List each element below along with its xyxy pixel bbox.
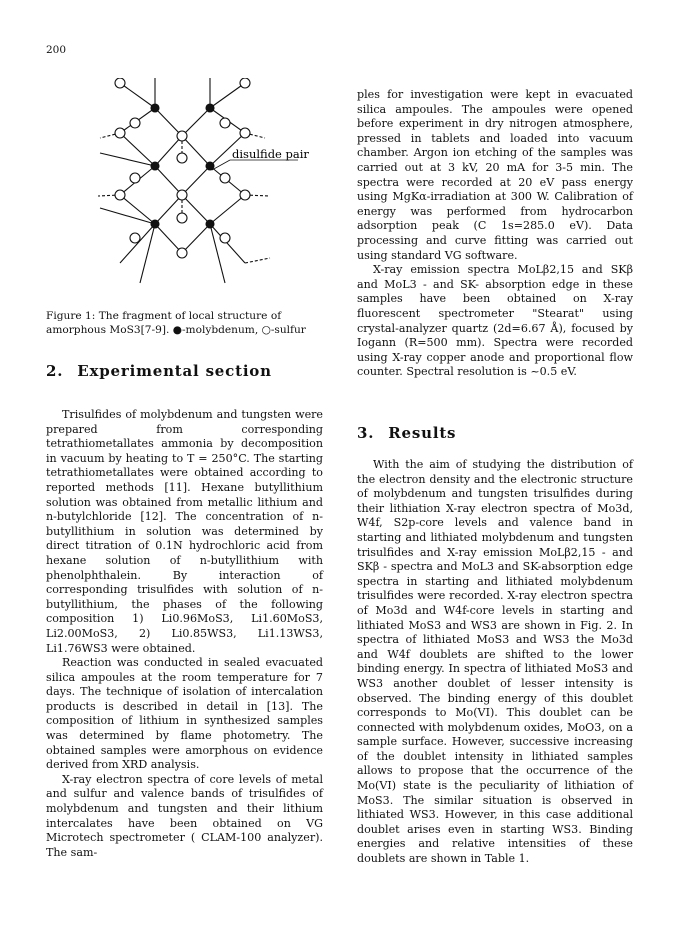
disulfide-pair-label: disulfide pair [232, 147, 309, 161]
paragraph: X-ray electron spectra of core levels of metal and sulfur and valence bands of trisulfides of molybdenum and tungsten and their lithium intercalates have been obtained on VG Microtech spectrometer ( CLAM-100 analyzer). The sam- [46, 772, 323, 859]
molybdenum-atom [206, 220, 214, 228]
paragraph: X-ray emission spectra MoLβ2,15 and SKβ and MoL3 - and SK- absorption edge in these samples have been obtained on X-ray fluorescent spectrometer "Stearat" using crystal-analyzer quartz (2d=6.67 Å), focused by Iogann (R=500 mm). Spectra were recorded using X-ray copper anode and proportional flow counter. Spectral resolution is ~0.5 eV. [357, 263, 633, 379]
bond-line [100, 153, 155, 166]
sulfur-atom [220, 233, 230, 243]
section-heading-results [357, 424, 456, 442]
bond-line [155, 166, 182, 195]
sulfur-atom [115, 128, 125, 138]
bond-line [210, 195, 245, 224]
sulfur-atom [177, 131, 187, 141]
molybdenum-atom [206, 104, 214, 112]
bond-line [100, 208, 155, 224]
atom-markers [115, 78, 250, 258]
sulfur-atom [177, 248, 187, 258]
page-number: 200 [46, 44, 67, 56]
paragraph: Trisulfides of molybdenum and tungsten were prepared from corresponding tetrathiometallates ammonia by decomposition in vacuum by heating to T = 250°C. The starting tetrathiometallates were obtained according to reported methods [11]. Hexane butyllithium solution was obtained from metallic lithium and n-butylchloride [12]. The concentration of n-butyllithium in solution was determined by direct titration of 0.1N hydrochloric acid from hexane solution of n-butyllithium with phenolphthalein. By interaction of corresponding trisulfides with solution of n-butyllithium, the phases of the following composition 1) Li0.96MoS3, Li1.60MoS3, Li2.00MoS3, 2) Li0.85WS3, Li1.13WS3, Li1.76WS3 were obtained. [46, 408, 323, 655]
right-column-text [357, 88, 633, 380]
molybdenum-atom [151, 104, 159, 112]
bond-line [120, 83, 155, 108]
sulfur-atom [130, 118, 140, 128]
sulfur-atom [220, 118, 230, 128]
sulfur-atom [130, 233, 140, 243]
paragraph: With the aim of studying the distribution of the electron density and the electronic structure of molybdenum and tungsten trisulfides during their lithiation X-ray electron spectra of Mo3d, W4f, S2p-core levels and valence band in starting and lithiated molybdenum and tungsten trisulfides and X-ray emission MoLβ2,15 - and SKβ - spectra and MoL3 and SK-absorption edge spectra in starting and lithiated molybdenum trisulfides were recorded. X-ray electron spectra of Mo3d and W4f-core levels in starting and lithiated MoS3 and WS3 are shown in Fig. 2. In spectra of lithiated MoS3 and WS3 the Mo3d and W4f doublets are shifted to the lower binding energy. In spectra of lithiated MoS3 and WS3 another doublet of lesser intensity is observed. The binding energy of this doublet corresponds to Mo(VI). This doublet can be connected with molybdenum oxides, MoO3, on a sample surface. However, successive increasing of the doublet intensity in lithiated samples allows to propose that the occurrence of the Mo(VI) state is the peculiarity of lithiation of MoS3. The similar situation is observed in lithiated WS3. However, in this case additional doublet arises even in starting WS3. Binding energies and relative intensities of these doublets are shown in Table 1. [357, 458, 633, 866]
structure-figure [60, 78, 310, 288]
molybdenum-atom [206, 162, 214, 170]
right-column-results-text [357, 458, 633, 867]
bond-line [120, 133, 155, 166]
bond-line [182, 224, 210, 253]
bond-line [182, 166, 210, 195]
figure-caption: Figure 1: The fragment of local structure of amorphous MoS3[7-9]. ●-molybdenum, ○-sulfur [46, 310, 306, 336]
bond-line [182, 108, 210, 136]
bond-line [155, 224, 182, 253]
sulfur-atom [130, 173, 140, 183]
molybdenum-atom [151, 220, 159, 228]
sulfur-atom [177, 153, 187, 163]
section-title: Results [388, 424, 457, 442]
sulfur-atom [115, 190, 125, 200]
bond-line [120, 195, 155, 224]
left-column-text [46, 408, 323, 860]
sulfur-atom [220, 173, 230, 183]
sulfur-atom [115, 78, 125, 88]
sulfur-atom [240, 190, 250, 200]
section-heading-experimental [46, 362, 272, 380]
bond-line [245, 258, 270, 263]
bond-line [210, 83, 245, 108]
section-number: 3. [357, 424, 375, 442]
molybdenum-atom [151, 162, 159, 170]
sulfur-atom [240, 128, 250, 138]
section-number: 2. [46, 362, 64, 380]
paragraph: Reaction was conducted in sealed evacuated silica ampoules at the room temperature for 7 days. The technique of isolation of intercalation products is described in detail in [13]. The composition of lithium in synthesized samples was determined by flame photometry. The obtained samples were amorphous on evidence derived from XRD analysis. [46, 656, 323, 772]
section-title: Experimental section [77, 362, 272, 380]
paragraph: ples for investigation were kept in evacuated silica ampoules. The ampoules were opened before experiment in dry nitrogen atmosphere, pressed in tablets and loaded into vacuum chamber. Argon ion etching of the samples was carried out at 3 kV, 20 mA for 3-5 min. The spectra were recorded at 20 eV pass energy using MgKα-irradiation at 300 W. Calibration of energy was performed from hydrocarbon adsorption peak (C 1s=285.0 eV). Data processing and curve fitting was carried out using standard VG software. [357, 88, 633, 262]
sulfur-atom [177, 213, 187, 223]
sulfur-atom [240, 78, 250, 88]
sulfur-atom [177, 190, 187, 200]
bond-line [155, 108, 182, 136]
